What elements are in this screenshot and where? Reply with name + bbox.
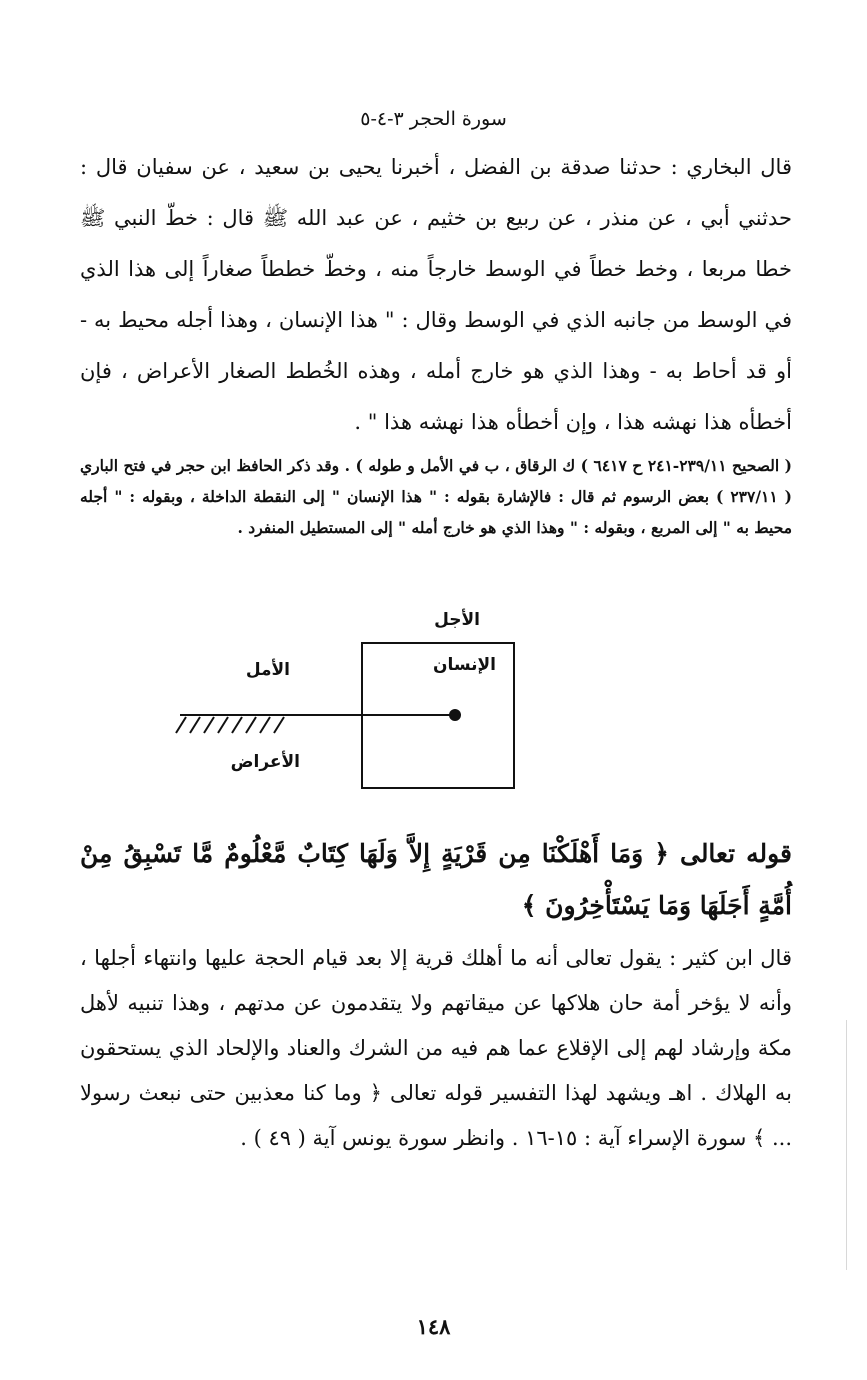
- insan-point: [449, 709, 461, 721]
- tafsir-paragraph: قال ابن كثير : يقول تعالى أنه ما أهلك قرية إلا بعد قيام الحجة عليها وانتهاء أجلها ، وأنه لا يؤخر أمة حان هلاكها عن ميقاتهم ولا يتقدمون عن مدتهم ، وهذا تنبيه لأهل مكة وإرشاد لهم إلى الإقلاع عما هم فيه من الشرك والعناد والإلحاد الذي يستحقون به الهلاك . اهـ ويشهد لهذا التفسير قوله تعالى ﴿ وما كنا معذبين حتى نبعث رسولا ... ﴾ سورة الإسراء آية : ١٥-١٦ . وانظر سورة يونس آية ( ٤٩ ) .: [80, 946, 792, 1150]
- page-header: سورة الحجر ٣-٤-٥: [360, 108, 507, 130]
- label-ajal: الأجل: [434, 610, 480, 630]
- hadith-diagram: [0, 595, 867, 795]
- scan-margin-line: [846, 1020, 847, 1270]
- label-aarad: الأعراض: [230, 752, 300, 772]
- label-amal: الأمل: [245, 660, 290, 680]
- label-insan: الإنسان: [432, 655, 496, 675]
- aarad-hatch-marks: [176, 717, 284, 733]
- hadith-paragraph: قال البخاري : حدثنا صدقة بن الفضل ، أخبرنا يحيى بن سعيد ، عن سفيان قال : حدثني أبي ، عن منذر ، عن ربيع بن خثيم ، عن عبد الله ﷺ قال : خطّ النبي ﷺ خطا مربعا ، وخط خطاً في الوسط خارجاً منه ، وخطّ خططاً صغاراً إلى هذا الذي في الوسط من جانبه الذي في الوسط وقال : " هذا الإنسان ، وهذا أجله محيط به - أو قد أحاط به - وهذا الذي هو خارج أمله ، وهذه الخُطط الصغار الأعراض ، فإن أخطأه هذا نهشه هذا ، وإن أخطأه هذا نهشه هذا " .: [80, 155, 792, 434]
- quran-verse: قوله تعالى ﴿ وَمَا أَهْلَكْنَا مِن قَرْيَةٍ إِلاَّ وَلَهَا كِتَابٌ مَّعْلُومٌ مَّا تَسْبِقُ مِنْ أُمَّةٍ أَجَلَهَا وَمَا يَسْتَأْخِرُونَ ﴾: [80, 839, 792, 920]
- footnote-paragraph: ( الصحيح ٢٣٩/١١-٢٤١ ح ٦٤١٧ ) ك الرقاق ، ب في الأمل و طوله ) . وقد ذكر الحافظ ابن حجر في فتح الباري ( ٢٣٧/١١ ) بعض الرسوم ثم قال : فالإشارة بقوله : " هذا الإنسان " إلى النقطة الداخلة ، وبقوله : " أجله محيط به " إلى المربع ، وبقوله : " وهذا الذي هو خارج أمله " إلى المستطيل المنفرد .: [80, 456, 792, 537]
- page-number: ١٤٨: [416, 1314, 451, 1339]
